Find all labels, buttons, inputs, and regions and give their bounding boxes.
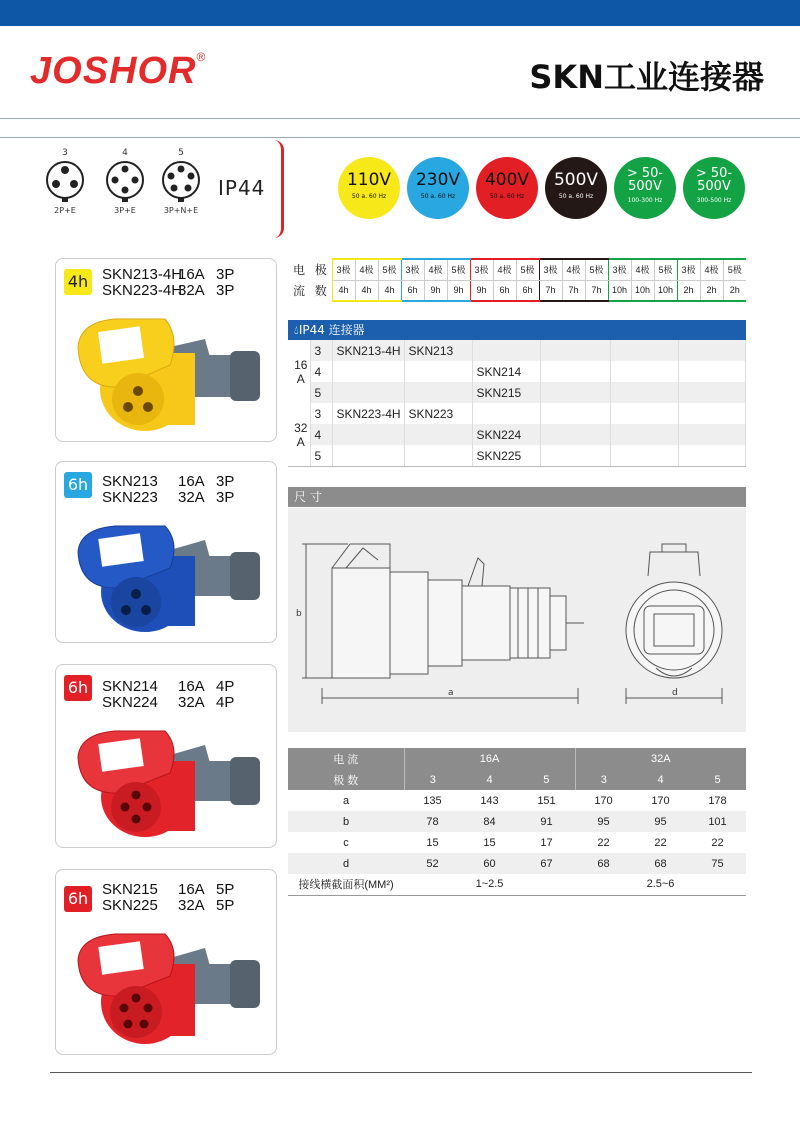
hour-cell: 4h: [332, 280, 355, 301]
model-list: SKN215 16A 5P SKN225 32A 5P: [102, 881, 235, 914]
pole-cell: 5极: [723, 259, 746, 280]
blue-plug-image: [70, 524, 270, 636]
hour-badge: 6h: [64, 675, 92, 701]
voltage-110v: 110V 50 a. 60 Hz: [338, 157, 400, 219]
pole-row: 电 极 3极 4极 5极 3极 4极 5极 3极 4极 5极 3极 4极 5极 3极 4极 5极 3极 4极 5极: [288, 259, 746, 280]
footer-line: [50, 1072, 752, 1073]
hour-cell: 4h: [378, 280, 401, 301]
size-current-row: 电 流 16A 32A: [288, 748, 746, 769]
pole-cell: 3极: [470, 259, 493, 280]
pole-cell: 3极: [608, 259, 631, 280]
pole-cell: 4极: [493, 259, 516, 280]
hour-cell: 9h: [424, 280, 447, 301]
pole-cell: 3极: [332, 259, 355, 280]
page-title: SKN工业连接器: [529, 58, 764, 96]
brand-logo: JOSHOR®: [30, 50, 207, 92]
hour-cell: 7h: [562, 280, 585, 301]
pole-cell: 4极: [700, 259, 723, 280]
socket-3-pin-icon: [43, 160, 87, 204]
pole-cell: 5极: [516, 259, 539, 280]
socket-5-pin-icon: [159, 160, 203, 204]
dim-label-a: a: [448, 688, 454, 698]
model-list: SKN213 16A 3P SKN223 32A 3P: [102, 473, 235, 506]
yellow-plug-image: [70, 317, 270, 435]
size-row-d: d 52 60 67 68 68 75: [288, 853, 746, 874]
hour-cell: 2h: [700, 280, 723, 301]
pole-cell: 5极: [585, 259, 608, 280]
size-table: [288, 748, 746, 896]
pin-layout-5: 5 3P+N+E: [156, 148, 206, 215]
pole-hour-table: [288, 258, 746, 302]
pole-cell: 5极: [447, 259, 470, 280]
hour-cell: 6h: [401, 280, 424, 301]
dim-label-d: d: [672, 688, 678, 698]
hour-badge: 6h: [64, 886, 92, 912]
header-divider: [0, 118, 800, 119]
hour-cell: 4h: [355, 280, 378, 301]
product-card-red-4p: [55, 664, 277, 848]
ip-rating: IP44: [218, 176, 266, 200]
hour-cell: 10h: [608, 280, 631, 301]
model-list: SKN213-4H16A 3P SKN223-4H32A 3P: [102, 266, 235, 299]
hour-cell: 10h: [654, 280, 677, 301]
pole-cell: 3极: [401, 259, 424, 280]
dimension-drawing: [288, 508, 746, 732]
product-card-blue: [55, 461, 277, 643]
red-plug-5p-image: [70, 932, 270, 1048]
voltage-50-500v-a: > 50-500V 100-300 Hz: [614, 157, 676, 219]
technical-drawing: [288, 508, 746, 732]
voltage-50-500v-b: > 50-500V 300-500 Hz: [683, 157, 745, 219]
hour-cell: 6h: [516, 280, 539, 301]
hour-badge: 6h: [64, 472, 92, 498]
top-bar: [0, 0, 800, 26]
product-card-yellow: [55, 258, 277, 442]
pin-layout-3: 3 2P+E: [40, 148, 90, 215]
hour-cell: 7h: [585, 280, 608, 301]
dimension-section-header: 尺 寸: [288, 487, 746, 507]
ip-table-bottom: [288, 466, 746, 467]
size-poles-row: 极 数 3 4 5 3 4 5: [288, 769, 746, 790]
hour-cell: 7h: [539, 280, 562, 301]
voltage-500v: 500V 50 a. 60 Hz: [545, 157, 607, 219]
pole-cell: 3极: [677, 259, 700, 280]
voltage-400v: 400V 50 a. 60 Hz: [476, 157, 538, 219]
socket-4-pin-icon: [103, 160, 147, 204]
ip44-model-table: 16 A 3 SKN213-4H SKN213 4 SKN214 5 SKN215 32 A 3 SKN223-4H SKN223 4 SKN224 5 SKN225: [288, 340, 746, 466]
hour-cell: 2h: [723, 280, 746, 301]
pole-cell: 5极: [378, 259, 401, 280]
hour-badge: 4h: [64, 269, 92, 295]
pin-layout-4: 4 3P+E: [100, 148, 150, 215]
model-list: SKN214 16A 4P SKN224 32A 4P: [102, 678, 235, 711]
hour-cell: 9h: [470, 280, 493, 301]
size-row-c: c 15 15 17 22 22 22: [343, 836, 724, 849]
header-divider-2: [0, 137, 800, 138]
ip44-section-header: 💧︎IP44 连接器: [288, 320, 746, 340]
hour-cell: 9h: [447, 280, 470, 301]
size-row-b: b 78 84 91 95 95 101: [288, 811, 746, 832]
pole-cell: 4极: [424, 259, 447, 280]
red-plug-4p-image: [70, 729, 270, 841]
pole-cell: 3极: [539, 259, 562, 280]
hour-cell: 10h: [631, 280, 654, 301]
dim-label-b: b: [296, 609, 302, 619]
pole-cell: 4极: [562, 259, 585, 280]
hour-row: 流 数 4h 4h 4h 6h 9h 9h 9h 6h 6h 7h 7h 7h 10h 10h 10h 2h 2h 2h: [288, 280, 746, 301]
size-row-a: a 135 143 151 170 170 178: [342, 794, 727, 807]
pole-cell: 4极: [631, 259, 654, 280]
pole-cell: 4极: [355, 259, 378, 280]
hour-cell: 6h: [493, 280, 516, 301]
voltage-230v: 230V 50 a. 60 Hz: [407, 157, 469, 219]
hour-cell: 2h: [677, 280, 700, 301]
red-bracket: [272, 140, 284, 238]
size-row-wire: 接线横截面积(MM²) 1~2.5 2.5~6: [288, 874, 746, 895]
pole-cell: 5极: [654, 259, 677, 280]
product-card-red-5p: [55, 869, 277, 1055]
